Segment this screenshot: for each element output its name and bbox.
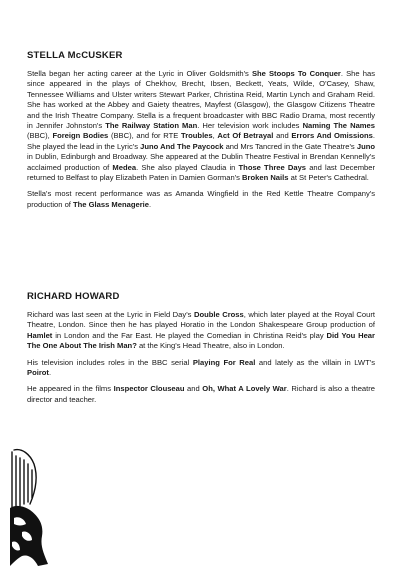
title-text: Did You Hear The One About The Irish Man? xyxy=(27,330,375,351)
title-text: Errors And Omissions xyxy=(291,131,373,141)
body-text: in London and the Far East. He played the Comedian in Christina Reid's play xyxy=(52,330,327,340)
title-text: Poirot xyxy=(27,368,49,378)
body-text: . xyxy=(148,199,152,209)
title-text: Double Cross xyxy=(193,310,244,319)
body-text: Stella began her acting career at the Lyric in Oliver Goldsmith's xyxy=(27,69,252,78)
body-text: His television includes roles in the BBC serial xyxy=(27,357,193,367)
title-text: Foreign Bodies xyxy=(52,131,109,141)
body-text: . xyxy=(48,368,52,378)
body-text: (BBC), and for RTE xyxy=(108,131,181,141)
body-text: He appeared in the films xyxy=(27,384,114,394)
title-text: She Stoops To Conquer xyxy=(251,69,341,78)
body-text: Stella's most recent performance was as Amanda Wingfield in the Red Kettle Theatre Company's production of xyxy=(27,189,375,209)
title-text: The Glass Menagerie xyxy=(73,199,149,209)
body-text: . She has since appeared in the plays of Chekhov, Brecht, Ibsen, Beckett, Yeats, Wilde, O'Casey, Shaw, Tennessee Williams and Ulster writers Stewart Parker, Christina Reid, Martin Lynch and Graham Reid. She has worked at the Abbey and Gaiety theatres, Mayfest (Glasgow), the Glasgow Citizens Theatre and the Irish Theatre Company. Stella is a frequent broadcaster with BBC Radio Drama, most recently in Jennifer Johnston's xyxy=(27,69,375,131)
bio-heading: STELLA McCUSKER xyxy=(27,50,123,61)
body-text: . Her television work includes xyxy=(197,121,303,131)
bio-paragraph xyxy=(27,358,375,379)
title-text: Medea xyxy=(112,162,137,172)
title-text: Act Of Betrayal xyxy=(217,131,274,141)
body-text: . Richard is also a theatre director and teacher. xyxy=(27,384,376,404)
body-text: in Dublin, Edinburgh and Broadway. She appeared at the Dublin Theatre Festival in Brendan Kennelly's acclaimed production of xyxy=(27,152,375,172)
bio-paragraph xyxy=(27,69,375,183)
body-text: , xyxy=(212,131,218,141)
bio-richard-howard xyxy=(27,291,375,411)
title-text: Broken Nails xyxy=(242,173,289,183)
body-text: and last December returned to Belfast to play Elizabeth Paten in Damien Gorman's xyxy=(27,162,376,183)
body-text: Richard was last seen at the Lyric in Field Day's xyxy=(27,310,194,319)
body-text: and xyxy=(184,384,203,394)
harp-illustration-icon xyxy=(8,446,50,568)
title-text: Oh, What A Lovely War xyxy=(202,384,287,394)
bio-paragraph xyxy=(27,310,375,352)
body-text: and xyxy=(273,131,292,141)
body-text: , which later played at the Royal Court Theatre, London. Since then he has played Horatio in the London Shakespeare Group production of xyxy=(27,310,375,330)
body-text: . She played the lead in the Lyric's xyxy=(27,131,375,151)
bio-paragraph xyxy=(27,384,375,405)
title-text: Those Three Days xyxy=(238,162,307,172)
title-text: The Railway Station Man xyxy=(105,121,198,131)
title-text: Naming The Names xyxy=(302,121,376,131)
bio-stella-mccusker xyxy=(27,50,375,216)
bio-heading: RICHARD HOWARD xyxy=(27,291,120,302)
body-text: at St Peter's Cathedral. xyxy=(288,173,369,183)
title-text: Troubles xyxy=(180,131,213,141)
title-text: Playing For Real xyxy=(192,357,256,367)
body-text: and lately as the villain in LWT's xyxy=(255,357,375,367)
body-text: at the King's Head Theatre, also in London. xyxy=(136,341,285,351)
title-text: Hamlet xyxy=(27,330,53,340)
title-text: Inspector Clouseau xyxy=(113,384,185,394)
body-text: (BBC), xyxy=(27,131,53,141)
title-text: Juno And The Paycock xyxy=(140,141,224,151)
body-text: and Mrs Tancred in the Gate Theatre's xyxy=(223,141,357,151)
title-text: Juno xyxy=(356,141,375,151)
bio-paragraph xyxy=(27,189,375,210)
body-text: . She also played Claudia in xyxy=(136,162,239,172)
